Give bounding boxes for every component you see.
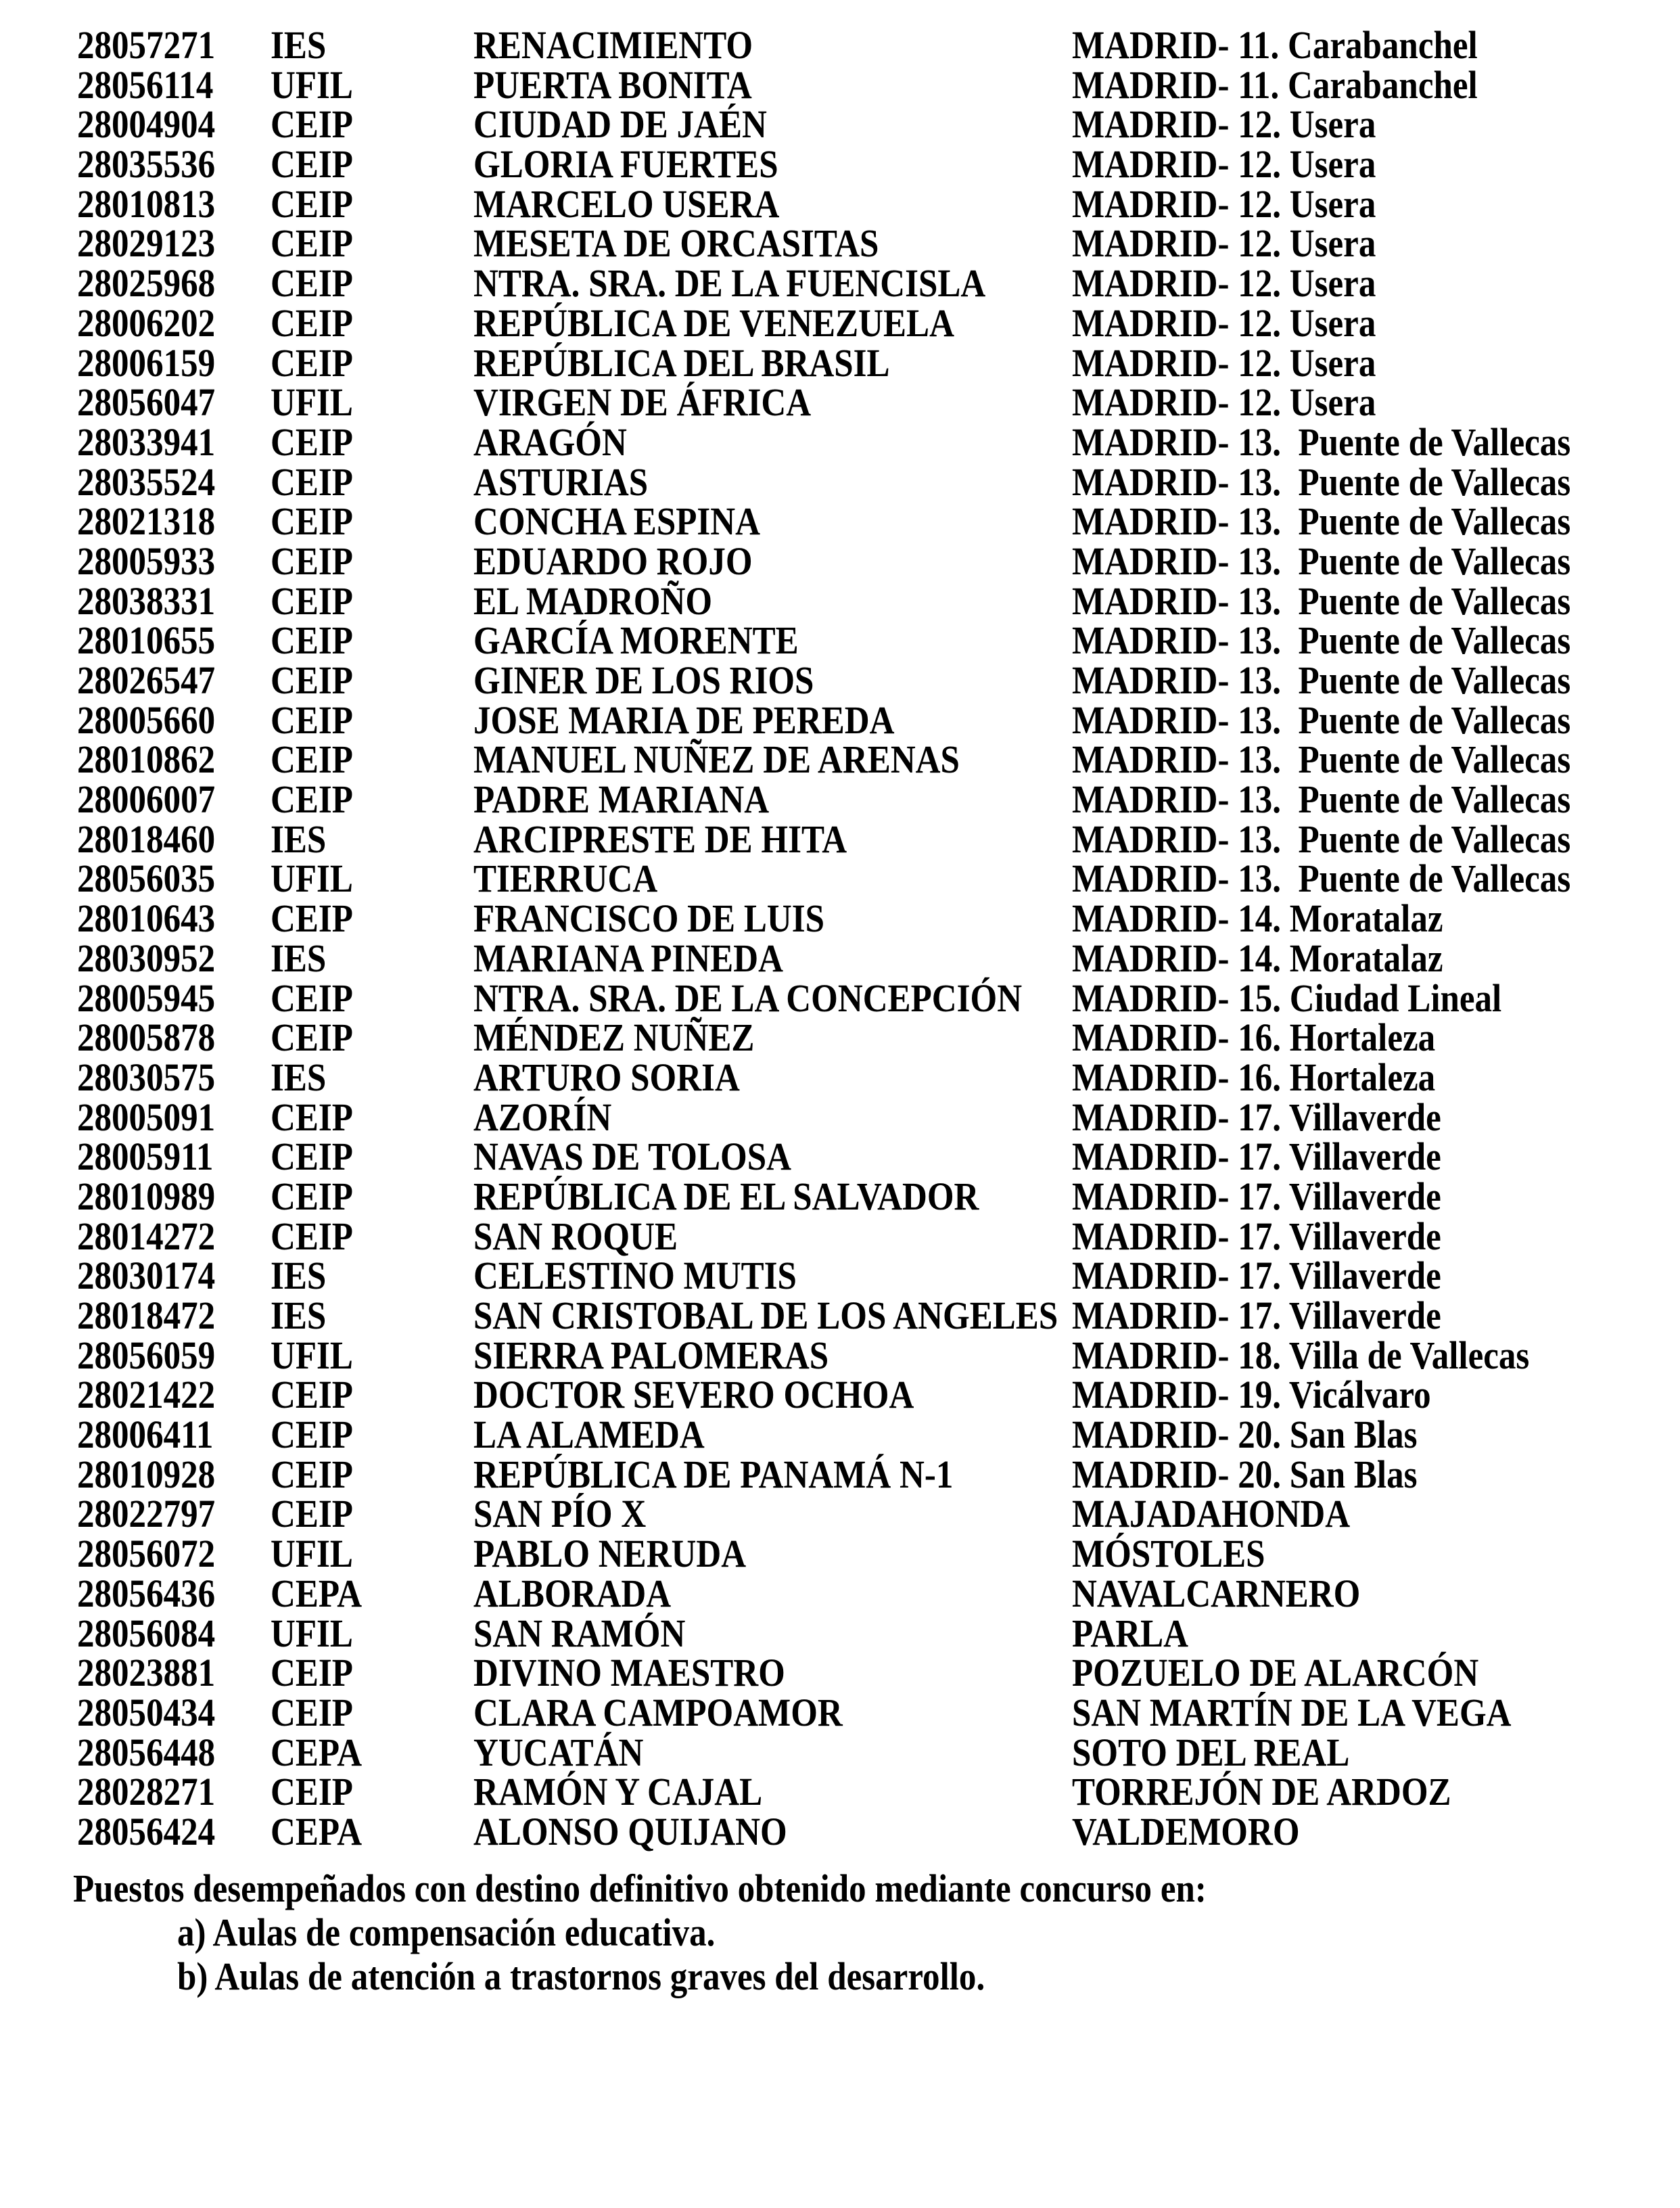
school-name: YUCATÁN xyxy=(473,1730,644,1774)
school-name: MARCELO USERA xyxy=(473,181,780,226)
school-name: REPÚBLICA DE PANAMÁ N-1 xyxy=(473,1452,954,1496)
school-name: MARIANA PINEDA xyxy=(473,936,783,980)
school-type: CEIP xyxy=(271,1015,353,1060)
table-row xyxy=(0,300,1680,345)
school-type: CEIP xyxy=(271,975,353,1020)
school-name: ALONSO QUIJANO xyxy=(473,1809,787,1854)
table-row xyxy=(0,1534,1680,1574)
school-type: UFIL xyxy=(271,1333,353,1377)
school-name: ASTURIAS xyxy=(473,459,649,504)
table-row xyxy=(0,538,1680,583)
school-location: MADRID- 12. Usera xyxy=(1072,221,1376,266)
school-code: 28010862 xyxy=(77,737,216,782)
school-type: CEIP xyxy=(271,1095,353,1139)
footer-item-b: b) Aulas de atención a trastornos graves del desarrollo. xyxy=(177,1954,985,1998)
school-type: CEIP xyxy=(271,1214,353,1258)
school-type: CEIP xyxy=(271,1373,353,1417)
school-location: MADRID- 12. Usera xyxy=(1072,181,1376,226)
school-location: SOTO DEL REAL xyxy=(1072,1730,1350,1774)
school-name: PABLO NERUDA xyxy=(473,1532,747,1576)
table-row xyxy=(0,1015,1680,1060)
school-name: NAVAS DE TOLOSA xyxy=(473,1134,791,1179)
table-row xyxy=(0,975,1680,1020)
table-row xyxy=(0,1412,1680,1457)
school-code: 28010655 xyxy=(77,618,216,663)
school-name: REPÚBLICA DEL BRASIL xyxy=(473,340,890,385)
school-location: MADRID- 20. San Blas xyxy=(1072,1452,1418,1496)
school-name: ARAGÓN xyxy=(473,419,627,464)
school-name: RAMÓN Y CAJAL xyxy=(473,1770,763,1814)
table-row xyxy=(0,816,1680,861)
school-location: MADRID- 13. Puente de Vallecas xyxy=(1072,419,1571,464)
school-name: ARCIPRESTE DE HITA xyxy=(473,816,847,861)
table-row xyxy=(0,221,1680,266)
school-location: MADRID- 12. Usera xyxy=(1072,102,1376,147)
school-location: MADRID- 13. Puente de Vallecas xyxy=(1072,538,1571,583)
table-row xyxy=(0,23,1680,67)
school-location: MADRID- 11. Carabanchel xyxy=(1072,62,1478,107)
school-code: 28056084 xyxy=(77,1611,216,1655)
table-row xyxy=(0,697,1680,742)
school-location: MADRID- 12. Usera xyxy=(1072,340,1376,385)
table-row xyxy=(0,737,1680,782)
school-name: TIERRUCA xyxy=(473,856,658,901)
school-type: IES xyxy=(271,1055,327,1099)
school-code: 28028271 xyxy=(77,1770,216,1814)
school-type: CEIP xyxy=(271,142,353,187)
table-row xyxy=(0,1214,1680,1258)
school-type: CEIP xyxy=(271,1134,353,1179)
school-type: CEIP xyxy=(271,896,353,941)
school-type: CEIP xyxy=(271,1412,353,1457)
school-name: ALBORADA xyxy=(473,1571,672,1615)
school-type: CEIP xyxy=(271,419,353,464)
school-name: SAN ROQUE xyxy=(473,1214,678,1258)
footer-intro: Puestos desempeñados con destino definitivo obtenido mediante concurso en: xyxy=(73,1866,1207,1910)
school-type: CEPA xyxy=(271,1809,363,1854)
table-row xyxy=(0,1494,1680,1534)
school-type: IES xyxy=(271,816,327,861)
school-location: MADRID- 12. Usera xyxy=(1072,380,1376,425)
school-type: CEIP xyxy=(271,578,353,623)
school-location: MADRID- 13. Puente de Vallecas xyxy=(1072,856,1571,901)
school-type: CEPA xyxy=(271,1730,363,1774)
school-code: 28006007 xyxy=(77,777,216,822)
table-row xyxy=(0,1730,1680,1774)
school-location: MADRID- 17. Villaverde xyxy=(1072,1095,1441,1139)
school-type: CEIP xyxy=(271,1651,353,1695)
school-name: SAN PÍO X xyxy=(473,1492,647,1536)
school-type: IES xyxy=(271,1254,327,1298)
school-name: FRANCISCO DE LUIS xyxy=(473,896,825,941)
school-code: 28056114 xyxy=(77,62,214,107)
school-name: REPÚBLICA DE VENEZUELA xyxy=(473,300,954,345)
table-row xyxy=(0,1256,1680,1296)
school-code: 28021318 xyxy=(77,499,216,544)
school-location: MADRID- 11. Carabanchel xyxy=(1072,23,1478,67)
table-row xyxy=(0,1772,1680,1812)
school-name: CLARA CAMPOAMOR xyxy=(473,1690,843,1734)
school-name: ARTURO SORIA xyxy=(473,1055,740,1099)
school-code: 28056424 xyxy=(77,1809,216,1854)
table-row xyxy=(0,380,1680,425)
school-name: SIERRA PALOMERAS xyxy=(473,1333,829,1377)
school-type: CEIP xyxy=(271,261,353,306)
school-code: 28005091 xyxy=(77,1095,216,1139)
school-location: MADRID- 14. Moratalaz xyxy=(1072,936,1443,980)
school-code: 28035536 xyxy=(77,142,216,187)
school-type: CEIP xyxy=(271,300,353,345)
school-location: MADRID- 20. San Blas xyxy=(1072,1412,1418,1457)
table-row xyxy=(0,1452,1680,1496)
school-type: UFIL xyxy=(271,856,353,901)
school-name: NTRA. SRA. DE LA CONCEPCIÓN xyxy=(473,975,1023,1020)
school-code: 28023881 xyxy=(77,1651,216,1695)
school-name: SAN CRISTOBAL DE LOS ANGELES xyxy=(473,1293,1058,1337)
school-code: 28005911 xyxy=(77,1134,214,1179)
school-code: 28006202 xyxy=(77,300,216,345)
table-row xyxy=(0,102,1680,147)
school-type: IES xyxy=(271,23,327,67)
school-name: EL MADROÑO xyxy=(473,578,713,623)
school-name: GARCÍA MORENTE xyxy=(473,618,799,663)
school-location: MADRID- 12. Usera xyxy=(1072,261,1376,306)
school-type: CEIP xyxy=(271,102,353,147)
school-location: MADRID- 17. Villaverde xyxy=(1072,1254,1441,1298)
school-location: SAN MARTÍN DE LA VEGA xyxy=(1072,1690,1512,1734)
school-code: 28022797 xyxy=(77,1492,216,1536)
school-type: UFIL xyxy=(271,380,353,425)
school-name: GLORIA FUERTES xyxy=(473,142,778,187)
school-code: 28005878 xyxy=(77,1015,216,1060)
school-name: VIRGEN DE ÁFRICA xyxy=(473,380,812,425)
table-row xyxy=(0,936,1680,980)
school-code: 28014272 xyxy=(77,1214,216,1258)
school-name: EDUARDO ROJO xyxy=(473,538,753,583)
table-row xyxy=(0,1293,1680,1337)
school-location: MADRID- 15. Ciudad Lineal xyxy=(1072,975,1502,1020)
school-location: MADRID- 14. Moratalaz xyxy=(1072,896,1443,941)
school-name: PUERTA BONITA xyxy=(473,62,752,107)
table-row xyxy=(0,658,1680,702)
school-code: 28030575 xyxy=(77,1055,216,1099)
school-location: POZUELO DE ALARCÓN xyxy=(1072,1651,1479,1695)
table-row xyxy=(0,1690,1680,1734)
school-code: 28035524 xyxy=(77,459,216,504)
school-location: MADRID- 13. Puente de Vallecas xyxy=(1072,578,1571,623)
school-location: VALDEMORO xyxy=(1072,1809,1300,1854)
table-row xyxy=(0,1809,1680,1854)
school-location: MADRID- 18. Villa de Vallecas xyxy=(1072,1333,1530,1377)
school-code: 28005945 xyxy=(77,975,216,1020)
school-code: 28018472 xyxy=(77,1293,216,1337)
school-name: REPÚBLICA DE EL SALVADOR xyxy=(473,1174,979,1218)
school-code: 28004904 xyxy=(77,102,216,147)
school-type: CEIP xyxy=(271,1452,353,1496)
school-code: 28006159 xyxy=(77,340,216,385)
school-name: DOCTOR SEVERO OCHOA xyxy=(473,1373,914,1417)
table-row xyxy=(0,1611,1680,1655)
school-type: CEIP xyxy=(271,618,353,663)
school-type: UFIL xyxy=(271,1532,353,1576)
school-code: 28010989 xyxy=(77,1174,216,1218)
school-name: NTRA. SRA. DE LA FUENCISLA xyxy=(473,261,986,306)
school-code: 28030174 xyxy=(77,1254,216,1298)
school-type: CEIP xyxy=(271,697,353,742)
school-code: 28033941 xyxy=(77,419,216,464)
table-row xyxy=(0,856,1680,901)
school-code: 28056059 xyxy=(77,1333,216,1377)
school-type: IES xyxy=(271,1293,327,1337)
school-code: 28056436 xyxy=(77,1571,216,1615)
school-name: LA ALAMEDA xyxy=(473,1412,705,1457)
school-location: MADRID- 16. Hortaleza xyxy=(1072,1055,1436,1099)
school-type: CEIP xyxy=(271,737,353,782)
school-name: AZORÍN xyxy=(473,1095,612,1139)
school-code: 28029123 xyxy=(77,221,216,266)
school-type: CEIP xyxy=(271,1174,353,1218)
footer-item-a: a) Aulas de compensación educativa. xyxy=(177,1910,716,1954)
school-code: 28010813 xyxy=(77,181,216,226)
table-row xyxy=(0,181,1680,226)
table-row xyxy=(0,1134,1680,1179)
school-name: MANUEL NUÑEZ DE ARENAS xyxy=(473,737,960,782)
school-location: MADRID- 16. Hortaleza xyxy=(1072,1015,1436,1060)
table-row xyxy=(0,419,1680,464)
school-location: NAVALCARNERO xyxy=(1072,1571,1361,1615)
school-location: MADRID- 13. Puente de Vallecas xyxy=(1072,737,1571,782)
school-code: 28006411 xyxy=(77,1412,214,1457)
school-type: CEIP xyxy=(271,221,353,266)
school-name: DIVINO MAESTRO xyxy=(473,1651,785,1695)
school-location: MADRID- 13. Puente de Vallecas xyxy=(1072,816,1571,861)
school-code: 28056072 xyxy=(77,1532,216,1576)
school-location: MADRID- 19. Vicálvaro xyxy=(1072,1373,1431,1417)
school-name: MÉNDEZ NUÑEZ xyxy=(473,1015,755,1060)
table-row xyxy=(0,777,1680,822)
school-location: MADRID- 13. Puente de Vallecas xyxy=(1072,499,1571,544)
school-location: MADRID- 17. Villaverde xyxy=(1072,1293,1441,1337)
table-row xyxy=(0,1333,1680,1377)
school-code: 28056035 xyxy=(77,856,216,901)
school-type: IES xyxy=(271,936,327,980)
school-type: CEIP xyxy=(271,340,353,385)
school-code: 28056448 xyxy=(77,1730,216,1774)
school-location: MADRID- 13. Puente de Vallecas xyxy=(1072,697,1571,742)
table-row xyxy=(0,261,1680,306)
table-row xyxy=(0,1174,1680,1218)
school-code: 28021422 xyxy=(77,1373,216,1417)
table-row xyxy=(0,1055,1680,1099)
school-name: SAN RAMÓN xyxy=(473,1611,686,1655)
school-code: 28026547 xyxy=(77,658,216,702)
school-name: CONCHA ESPINA xyxy=(473,499,760,544)
school-code: 28010643 xyxy=(77,896,216,941)
school-location: MADRID- 12. Usera xyxy=(1072,300,1376,345)
school-type: CEPA xyxy=(271,1571,363,1615)
school-type: CEIP xyxy=(271,499,353,544)
school-name: CIUDAD DE JAÉN xyxy=(473,102,767,147)
school-location: MADRID- 13. Puente de Vallecas xyxy=(1072,777,1571,822)
school-location: MADRID- 13. Puente de Vallecas xyxy=(1072,658,1571,702)
school-location: MADRID- 17. Villaverde xyxy=(1072,1214,1441,1258)
school-location: MADRID- 17. Villaverde xyxy=(1072,1174,1441,1218)
table-row xyxy=(0,1095,1680,1139)
table-row xyxy=(0,578,1680,623)
school-type: UFIL xyxy=(271,62,353,107)
table-row xyxy=(0,1653,1680,1693)
school-code: 28030952 xyxy=(77,936,216,980)
school-table xyxy=(0,23,1680,1854)
school-code: 28005660 xyxy=(77,697,216,742)
school-type: CEIP xyxy=(271,459,353,504)
school-type: CEIP xyxy=(271,181,353,226)
school-name: CELESTINO MUTIS xyxy=(473,1254,797,1298)
school-type: CEIP xyxy=(271,777,353,822)
school-name: PADRE MARIANA xyxy=(473,777,770,822)
school-name: GINER DE LOS RIOS xyxy=(473,658,814,702)
school-name: RENACIMIENTO xyxy=(473,23,753,67)
school-code: 28038331 xyxy=(77,578,216,623)
table-row xyxy=(0,618,1680,663)
table-row xyxy=(0,1571,1680,1615)
table-row xyxy=(0,340,1680,385)
table-row xyxy=(0,1375,1680,1415)
school-location: MADRID- 17. Villaverde xyxy=(1072,1134,1441,1179)
school-code: 28025968 xyxy=(77,261,216,306)
table-row xyxy=(0,142,1680,187)
table-row xyxy=(0,896,1680,941)
school-code: 28018460 xyxy=(77,816,216,861)
school-name: MESETA DE ORCASITAS xyxy=(473,221,879,266)
school-location: MADRID- 13. Puente de Vallecas xyxy=(1072,459,1571,504)
school-type: CEIP xyxy=(271,1492,353,1536)
school-location: MADRID- 13. Puente de Vallecas xyxy=(1072,618,1571,663)
school-code: 28050434 xyxy=(77,1690,216,1734)
school-type: CEIP xyxy=(271,658,353,702)
school-code: 28056047 xyxy=(77,380,216,425)
school-location: MADRID- 12. Usera xyxy=(1072,142,1376,187)
school-type: UFIL xyxy=(271,1611,353,1655)
school-type: CEIP xyxy=(271,1690,353,1734)
table-row xyxy=(0,499,1680,544)
table-row xyxy=(0,459,1680,504)
school-location: PARLA xyxy=(1072,1611,1189,1655)
school-type: CEIP xyxy=(271,538,353,583)
school-code: 28057271 xyxy=(77,23,216,67)
table-row xyxy=(0,62,1680,107)
school-name: JOSE MARIA DE PEREDA xyxy=(473,697,895,742)
school-code: 28010928 xyxy=(77,1452,216,1496)
school-location: MAJADAHONDA xyxy=(1072,1492,1351,1536)
school-code: 28005933 xyxy=(77,538,216,583)
school-location: TORREJÓN DE ARDOZ xyxy=(1072,1770,1451,1814)
school-location: MÓSTOLES xyxy=(1072,1532,1265,1576)
school-type: CEIP xyxy=(271,1770,353,1814)
